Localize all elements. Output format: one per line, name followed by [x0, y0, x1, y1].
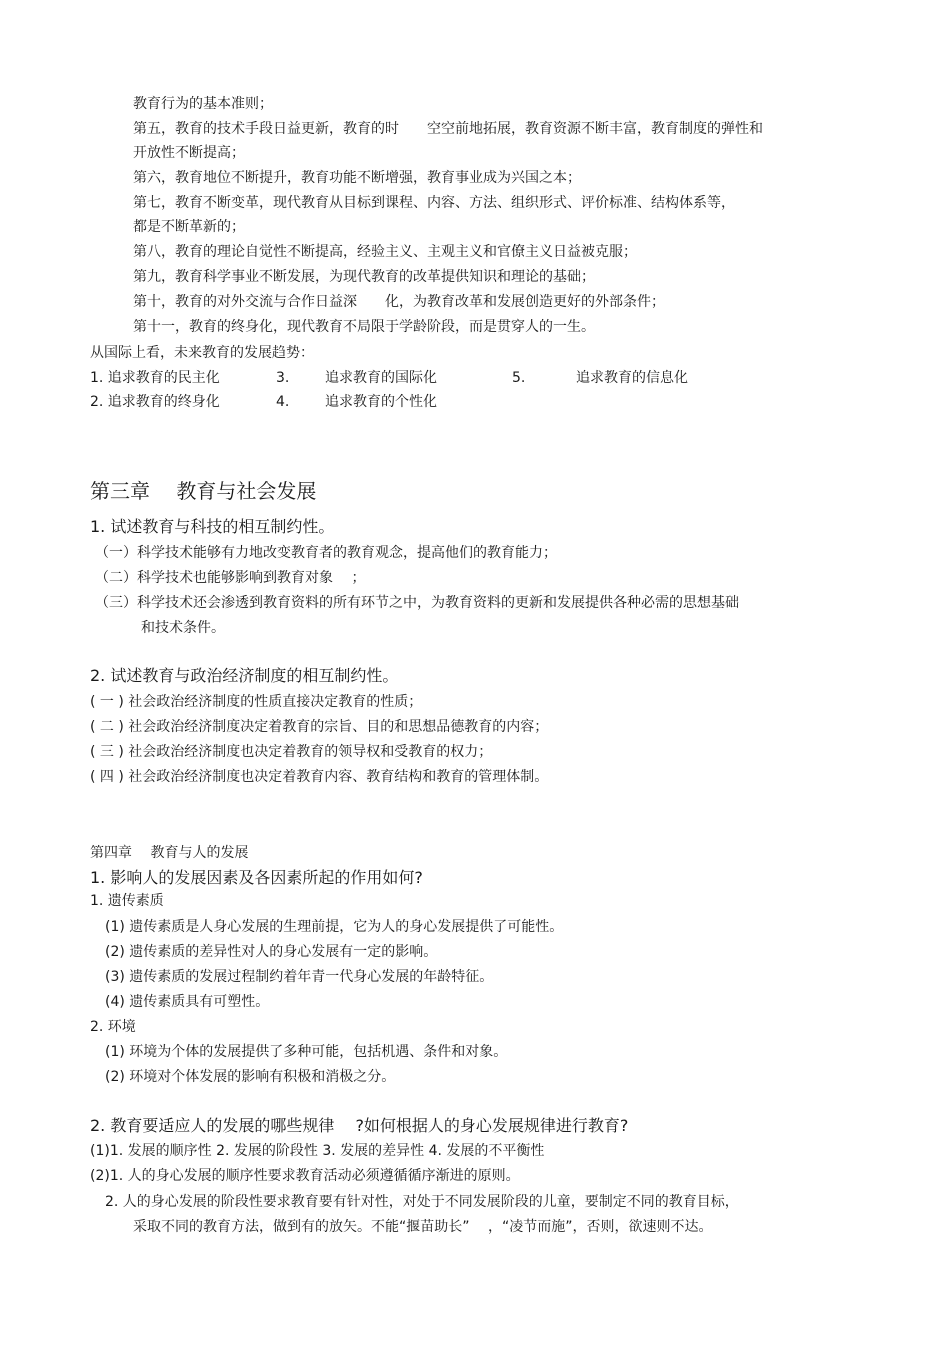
factor-item: (1) 遗传素质是人身心发展的生理前提，它为人的身心发展提供了可能性。	[105, 919, 564, 935]
intl-trend-title: 从国际上看，未来教育的发展趋势：	[90, 345, 314, 361]
trend-number: 4.	[276, 394, 290, 410]
answer-line: (2)1. 人的身心发展的顺序性要求教育活动必须遵循循序渐进的原则。	[90, 1168, 520, 1184]
answer-item: ( 一 ) 社会政治经济制度的性质直接决定教育的性质；	[90, 694, 423, 710]
text-line: 第九，教育科学事业不断发展，为现代教育的改革提供知识和理论的基础；	[133, 269, 595, 285]
question-heading: 1. 影响人的发展因素及各因素所起的作用如何?	[90, 868, 423, 887]
chapter-4-title: 第四章 教育与人的发展	[90, 845, 249, 861]
text-line: 开放性不断提高；	[133, 145, 245, 161]
factor-item: (1) 环境为个体的发展提供了多种可能，包括机遇、条件和对象。	[105, 1044, 508, 1060]
question-heading: 2. 教育要适应人的发展的哪些规律 ?如何根据人的身心发展规律进行教育?	[90, 1116, 629, 1135]
answer-item: ( 三 ) 社会政治经济制度也决定着教育的领导权和受教育的权力；	[90, 744, 493, 760]
factor-item: (2) 遗传素质的差异性对人的身心发展有一定的影响。	[105, 944, 438, 960]
text-line: 都是不断革新的；	[133, 219, 245, 235]
question-heading: 1. 试述教育与科技的相互制约性。	[90, 517, 335, 536]
answer-line-cont: 采取不同的教育方法，做到有的放矢。不能“揠苗助长” ，“凌节而施”，否则，欲速则不达。	[133, 1219, 713, 1235]
trend-item: 追求教育的国际化	[325, 370, 437, 386]
trend-item: 2. 追求教育的终身化	[90, 394, 220, 410]
trend-item: 1. 追求教育的民主化	[90, 370, 220, 386]
answer-item: ( 二 ) 社会政治经济制度决定着教育的宗旨、目的和思想品德教育的内容；	[90, 719, 549, 735]
chapter-3-title: 第三章 教育与社会发展	[90, 479, 317, 503]
question-heading: 2. 试述教育与政治经济制度的相互制约性。	[90, 666, 399, 685]
text-line: 第十一，教育的终身化，现代教育不局限于学龄阶段，而是贯穿人的一生。	[133, 319, 595, 335]
factor-heading: 1. 遗传素质	[90, 893, 164, 909]
trend-number: 5.	[512, 370, 526, 386]
text-line: 教育行为的基本准则；	[133, 96, 273, 112]
factor-item: (2) 环境对个体发展的影响有积极和消极之分。	[105, 1069, 396, 1085]
answer-line: 2. 人的身心发展的阶段性要求教育要有针对性，对处于不同发展阶段的儿童，要制定不同的教育目标，	[105, 1194, 739, 1210]
text-line: 第十，教育的对外交流与合作日益深 化，为教育改革和发展创造更好的外部条件；	[133, 294, 665, 310]
answer-item-cont: 和技术条件。	[141, 620, 225, 636]
answer-item: （一）科学技术能够有力地改变教育者的教育观念，提高他们的教育能力；	[95, 545, 557, 561]
text-line: 第五，教育的技术手段日益更新，教育的时 空空前地拓展，教育资源不断丰富，教育制度的弹性和	[133, 121, 763, 137]
answer-item: ( 四 ) 社会政治经济制度也决定着教育内容、教育结构和教育的管理体制。	[90, 769, 549, 785]
factor-item: (4) 遗传素质具有可塑性。	[105, 994, 270, 1010]
factor-item: (3) 遗传素质的发展过程制约着年青一代身心发展的年龄特征。	[105, 969, 494, 985]
answer-item: （三）科学技术还会渗透到教育资料的所有环节之中，为教育资料的更新和发展提供各种必需的思想基础	[95, 595, 739, 611]
answer-line: (1)1. 发展的顺序性 2. 发展的阶段性 3. 发展的差异性 4. 发展的不平衡性	[90, 1143, 545, 1159]
answer-item: （二）科学技术也能够影响到教育对象 ；	[95, 570, 366, 586]
trend-item: 追求教育的个性化	[325, 394, 437, 410]
text-line: 第六，教育地位不断提升，教育功能不断增强，教育事业成为兴国之本；	[133, 170, 581, 186]
text-line: 第八，教育的理论自觉性不断提高，经验主义、主观主义和官僚主义日益被克服；	[133, 244, 637, 260]
factor-heading: 2. 环境	[90, 1019, 136, 1035]
text-line: 第七，教育不断变革，现代教育从目标到课程、内容、方法、组织形式、评价标准、结构体系等，	[133, 195, 735, 211]
trend-number: 3.	[276, 370, 290, 386]
trend-item: 追求教育的信息化	[576, 370, 688, 386]
